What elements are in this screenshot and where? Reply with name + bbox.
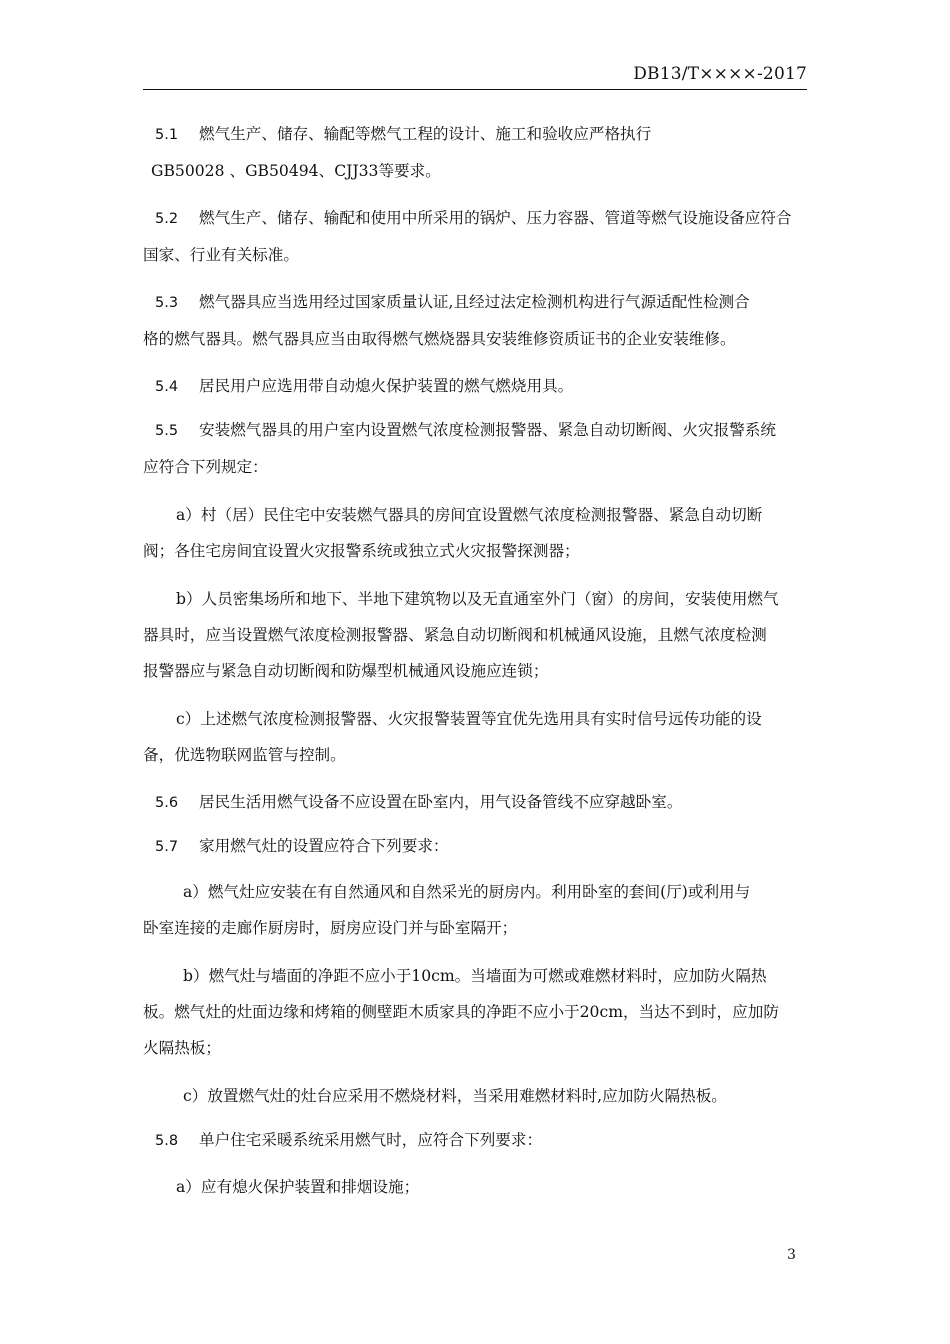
clause-5-6: [143, 784, 807, 821]
clause-5-7: [143, 828, 807, 865]
clause-number: 5.2: [155, 211, 179, 227]
clause-text: 单户住宅采暖系统采用燃气时，应符合下列要求：: [199, 1131, 543, 1149]
page-header-code: DB13/T××××-2017: [633, 64, 807, 84]
clause-text: 安装燃气器具的用户室内设置燃气浓度检测报警器、紧急自动切断阀、火灾报警系统: [199, 421, 776, 439]
clause-text: 家用燃气灶的设置应符合下列要求：: [199, 837, 449, 855]
clause-5-8: [143, 1122, 807, 1159]
clause-number: 5.6: [155, 795, 179, 811]
clause-text: GB50028 、GB50494、CJJ33等要求。: [151, 162, 441, 180]
sub-item-5-5-c: [143, 701, 807, 773]
page-number: 3: [787, 1247, 796, 1263]
clause-5-2: [143, 200, 807, 273]
clause-text: 燃气生产、储存、输配和使用中所采用的锅炉、压力容器、管道等燃气设施设备应符合: [199, 209, 792, 227]
sub-item-5-5-b: [143, 581, 807, 689]
clause-text: 国家、行业有关标准。: [143, 246, 299, 264]
clause-5-1: [143, 116, 807, 189]
header-divider: [143, 89, 807, 90]
sub-item-text: a）村（居）民住宅中安装燃气器具的房间宜设置燃气浓度检测报警器、紧急自动切断: [176, 506, 763, 524]
sub-item-5-7-c: [143, 1078, 807, 1114]
clause-text: 居民生活用燃气设备不应设置在卧室内，用气设备管线不应穿越卧室。: [199, 793, 683, 811]
sub-item-text: 卧室连接的走廊作厨房时，厨房应设门并与卧室隔开；: [143, 919, 518, 937]
sub-item-5-5-a: [143, 497, 807, 569]
clause-text: 燃气生产、储存、输配等燃气工程的设计、施工和验收应严格执行: [199, 125, 652, 143]
sub-item-text: 器具时，应当设置燃气浓度检测报警器、紧急自动切断阀和机械通风设施，且燃气浓度检测: [143, 626, 767, 644]
sub-item-text: 板。燃气灶的灶面边缘和烤箱的侧壁距木质家具的净距不应小于20cm，当达不到时，应加防: [143, 1003, 779, 1021]
clause-5-3: [143, 284, 807, 357]
sub-item-text: 备，优选物联网监管与控制。: [143, 746, 346, 764]
sub-item-text: 火隔热板；: [143, 1039, 221, 1057]
sub-item-text: a）应有熄火保护装置和排烟设施；: [176, 1178, 420, 1196]
sub-item-text: c）上述燃气浓度检测报警器、火灾报警装置等宜优先选用具有实时信号远传功能的设: [176, 710, 762, 728]
clause-text: 燃气器具应当选用经过国家质量认证,且经过法定检测机构进行气源适配性检测合: [199, 293, 750, 311]
clause-number: 5.3: [155, 295, 179, 311]
sub-item-text: a）燃气灶应安装在有自然通风和自然采光的厨房内。利用卧室的套间(厅)或利用与: [183, 883, 751, 901]
sub-item-text: 报警器应与紧急自动切断阀和防爆型机械通风设施应连锁；: [143, 662, 549, 680]
clause-number: 5.5: [155, 423, 179, 439]
clause-text: 居民用户应选用带自动熄火保护装置的燃气燃烧用具。: [199, 377, 574, 395]
sub-item-text: 阀；各住宅房间宜设置火灾报警系统或独立式火灾报警探测器；: [143, 542, 580, 560]
clause-text: 应符合下列规定：: [143, 458, 268, 476]
sub-item-5-8-a: [143, 1169, 807, 1205]
sub-item-5-7-a: [143, 874, 807, 946]
sub-item-text: c）放置燃气灶的灶台应采用不燃烧材料，当采用难燃材料时,应加防火隔热板。: [183, 1087, 727, 1105]
clause-5-5: [143, 412, 807, 485]
clause-number: 5.1: [155, 127, 179, 143]
clause-number: 5.8: [155, 1133, 179, 1149]
clause-5-4: [143, 368, 807, 405]
sub-item-text: b）人员密集场所和地下、半地下建筑物以及无直通室外门（窗）的房间，安装使用燃气: [176, 590, 779, 608]
sub-item-5-7-b: [143, 958, 807, 1066]
clause-number: 5.7: [155, 839, 179, 855]
clause-text: 格的燃气器具。燃气器具应当由取得燃气燃烧器具安装维修资质证书的企业安装维修。: [143, 330, 736, 348]
sub-item-text: b）燃气灶与墙面的净距不应小于10cm。当墙面为可燃或难燃材料时，应加防火隔热: [183, 967, 767, 985]
clause-number: 5.4: [155, 379, 179, 395]
